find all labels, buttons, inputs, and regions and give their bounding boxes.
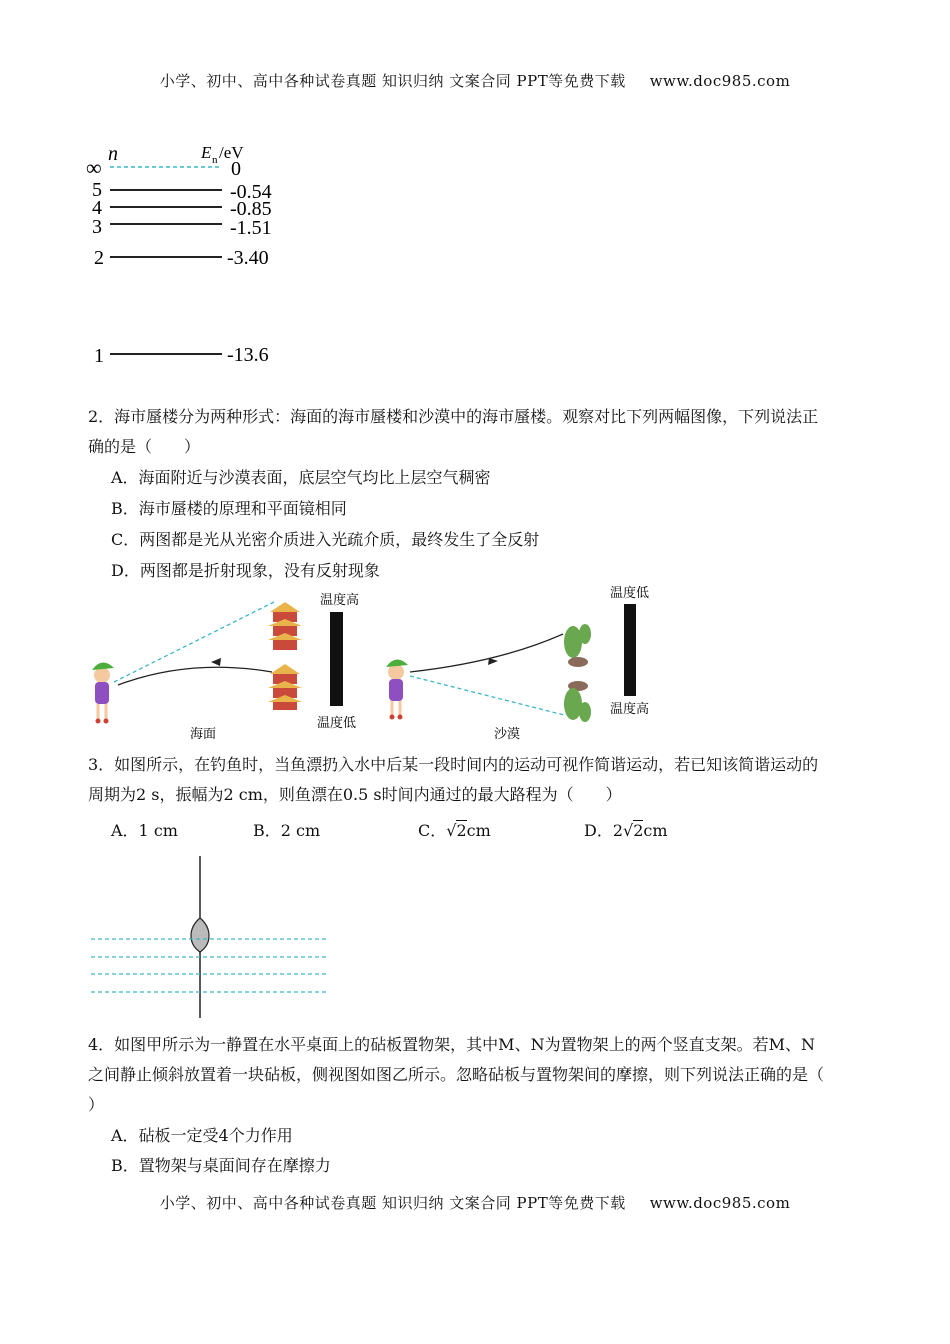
sea-temp-top: 温度高 <box>320 593 360 608</box>
float-body <box>191 918 209 952</box>
desert-temp-top: 温度低 <box>610 586 650 601</box>
q3-option-c-radicand: 2 <box>456 821 467 840</box>
q2-option-d: D．两图都是折射现象，没有反射现象 <box>111 561 380 580</box>
q3-option-c-unit: cm <box>466 821 491 840</box>
desert-arrow <box>488 658 498 665</box>
observer-girl-left <box>92 662 114 723</box>
level-n-inf: ∞ <box>86 155 102 180</box>
q3-stem-line1: 3．如图所示，在钓鱼时，当鱼漂扔入水中后某一段时间内的运动可视作简谐运动，若已知该简谐运动的 <box>88 755 819 774</box>
sqrt-sign: √ <box>623 821 634 840</box>
header-url[interactable]: www.doc985.com <box>649 72 791 90</box>
q2-stem <box>88 407 868 457</box>
level-e-1: -13.6 <box>227 344 269 366</box>
q3-option-c <box>418 818 491 841</box>
desert-temp-bottom: 温度高 <box>610 702 650 717</box>
q2-option-b: B．海市蜃楼的原理和平面镜相同 <box>111 499 347 518</box>
q4-option-b: B．置物架与桌面间存在摩擦力 <box>111 1156 331 1175</box>
sea-light-path <box>118 667 272 685</box>
page-footer <box>0 1192 950 1213</box>
q3-option-c-prefix: C． <box>418 821 447 840</box>
mirage-figure <box>80 582 680 747</box>
desert-caption: 沙漠 <box>494 727 521 742</box>
q3-option-d-unit: cm <box>643 821 668 840</box>
cactus-image-top <box>564 624 591 667</box>
sea-temperature-bar <box>330 612 343 706</box>
q2-stem-line1: 2．海市蜃楼分为两种形式：海面的海市蜃楼和沙漠中的海市蜃楼。观察对比下列两幅图像，下列说法正 <box>88 407 819 426</box>
level-e-inf: 0 <box>231 158 241 180</box>
level-n-2: 2 <box>94 247 104 269</box>
q3-option-d-radicand: 2 <box>633 821 644 840</box>
q3-option-a: A．1 cm <box>111 821 178 840</box>
desert-sight-line <box>410 676 564 715</box>
level-e-3: -1.51 <box>230 217 272 239</box>
energy-level-diagram <box>80 138 320 373</box>
level-e-4: -0.85 <box>230 198 272 220</box>
page-header <box>0 70 950 91</box>
q4-option-a: A．砧板一定受4个力作用 <box>111 1126 293 1145</box>
q4-stem-line3: ） <box>88 1095 105 1114</box>
level-e-5: -0.54 <box>230 181 272 203</box>
q2-option-a: A．海面附近与沙漠表面，底层空气均比上层空气稠密 <box>111 468 491 487</box>
level-n-5: 5 <box>92 179 102 201</box>
q4-stem-line2: 之间静止倾斜放置着一块砧板，侧视图如图乙所示。忽略砧板与置物架间的摩擦，则下列说法正确的是（ <box>88 1065 825 1084</box>
level-n-4: 4 <box>92 197 102 219</box>
q3-stem-line2: 周期为2 s，振幅为2 cm，则鱼漂在0.5 s时间内通过的最大路程为（ ） <box>88 785 622 804</box>
level-n-1: 1 <box>94 345 104 367</box>
level-n-3: 3 <box>92 216 102 238</box>
q3-option-b: B．2 cm <box>253 821 321 840</box>
q3-option-d <box>584 818 668 841</box>
q4-stem-line1: 4．如图甲所示为一静置在水平桌面上的砧板置物架，其中M、N为置物架上的两个竖直支架。若M、N <box>88 1035 815 1054</box>
sqrt-sign: √ <box>446 821 457 840</box>
q2-stem-line2: 确的是（ ） <box>88 437 201 456</box>
sea-sight-line <box>114 602 274 682</box>
pagoda-image-top <box>268 602 302 650</box>
observer-girl-right <box>386 659 408 719</box>
sea-caption: 海面 <box>190 727 217 742</box>
footer-text: 小学、初中、高中各种试卷真题 知识归纳 文案合同 PPT等免费下载 <box>159 1194 626 1212</box>
level-e-2: -3.40 <box>227 247 269 269</box>
q3-option-d-coef: 2 <box>612 821 624 840</box>
fishing-float-figure <box>85 852 335 1022</box>
energy-axis-subscript: n <box>212 154 218 166</box>
sea-arrow <box>211 658 221 666</box>
n-axis-label: n <box>108 143 118 165</box>
q2-option-c: C．两图都是光从光密介质进入光疏介质，最终发生了全反射 <box>111 530 540 549</box>
desert-temperature-bar <box>624 604 636 696</box>
sea-temp-bottom: 温度低 <box>317 716 357 731</box>
cactus-object-bottom <box>564 681 591 722</box>
desert-light-path <box>410 634 563 672</box>
q3-stem <box>88 755 868 805</box>
q3-option-d-prefix: D． <box>584 821 613 840</box>
pagoda-object-bottom <box>268 664 302 710</box>
energy-axis-label: E <box>201 143 212 162</box>
q4-stem <box>88 1035 868 1115</box>
footer-url[interactable]: www.doc985.com <box>649 1194 791 1212</box>
energy-axis-unit: /eV <box>219 143 244 162</box>
header-text: 小学、初中、高中各种试卷真题 知识归纳 文案合同 PPT等免费下载 <box>159 72 626 90</box>
